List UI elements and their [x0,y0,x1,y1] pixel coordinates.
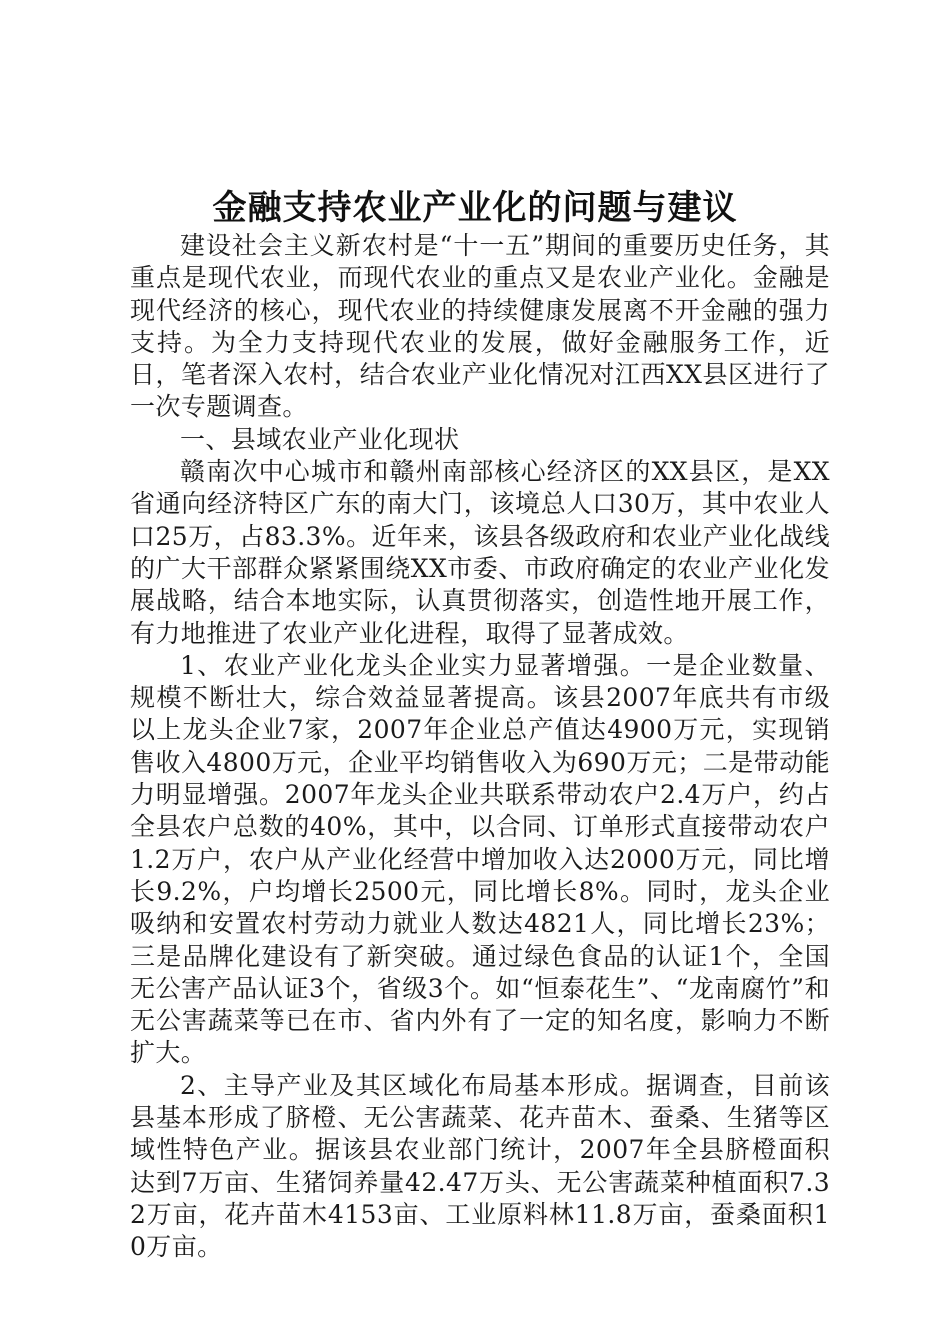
section-heading-1: 一、县域农业产业化现状 [180,424,460,454]
document-body [130,230,830,1264]
paragraph-leading-enterprises: 1、农业产业化龙头企业实力显著增强。一是企业数量、规模不断壮大，综合效益显著提高。该县2007年底共有市级以上龙头企业7家，2007年企业总产值达4900万元，实现销售收入4800万元，企业平均销售收入为690万元；二是带动能力明显增强。2007年龙头企业共联系带动农户2.4万户，约占全县农户总数的40%，其中，以合同、订单形式直接带动农户1.2万户，农户从产业化经营中增加收入达2000万元，同比增长9.2%，户均增长2500元，同比增长8%。同时，龙头企业吸纳和安置农村劳动力就业人数达4821人，同比增长23%；三是品牌化建设有了新突破。通过绿色食品的认证1个，全国无公害产品认证3个，省级3个。如“恒泰花生”、“龙南腐竹”和无公害蔬菜等已在市、省内外有了一定的知名度，影响力不断扩大。 [130,650,830,1068]
paragraph-leading-industries: 2、主导产业及其区域化布局基本形成。据调查，目前该县基本形成了脐橙、无公害蔬菜、花卉苗木、蚕桑、生猪等区域性特色产业。据该县农业部门统计，2007年全县脐橙面积达到7万亩、生猪饲养量42.47万头、无公害蔬菜种植面积7.32万亩，花卉苗木4153亩、工业原料林11.8万亩，蚕桑面积10万亩。 [130,1070,830,1262]
paragraph-county-overview: 赣南次中心城市和赣州南部核心经济区的XX县区，是XX省通向经济特区广东的南大门，该境总人口30万，其中农业人口25万，占83.3%。近年来，该县各级政府和农业产业化战线的广大干部群众紧紧围绕XX市委、市政府确定的农业产业化发展战略，结合本地实际，认真贯彻落实，创造性地开展工作，有力地推进了农业产业化进程，取得了显著成效。 [130,457,830,648]
paragraph-intro: 建设社会主义新农村是“十一五”期间的重要历史任务，其重点是现代农业，而现代农业的重点又是农业产业化。金融是现代经济的核心，现代农业的持续健康发展离不开金融的强力支持。为全力支持现代农业的发展，做好金融服务工作，近日，笔者深入农村，结合农业产业化情况对江西XX县区进行了一次专题调查。 [130,231,830,422]
document-title: 金融支持农业产业化的问题与建议 [212,188,738,228]
